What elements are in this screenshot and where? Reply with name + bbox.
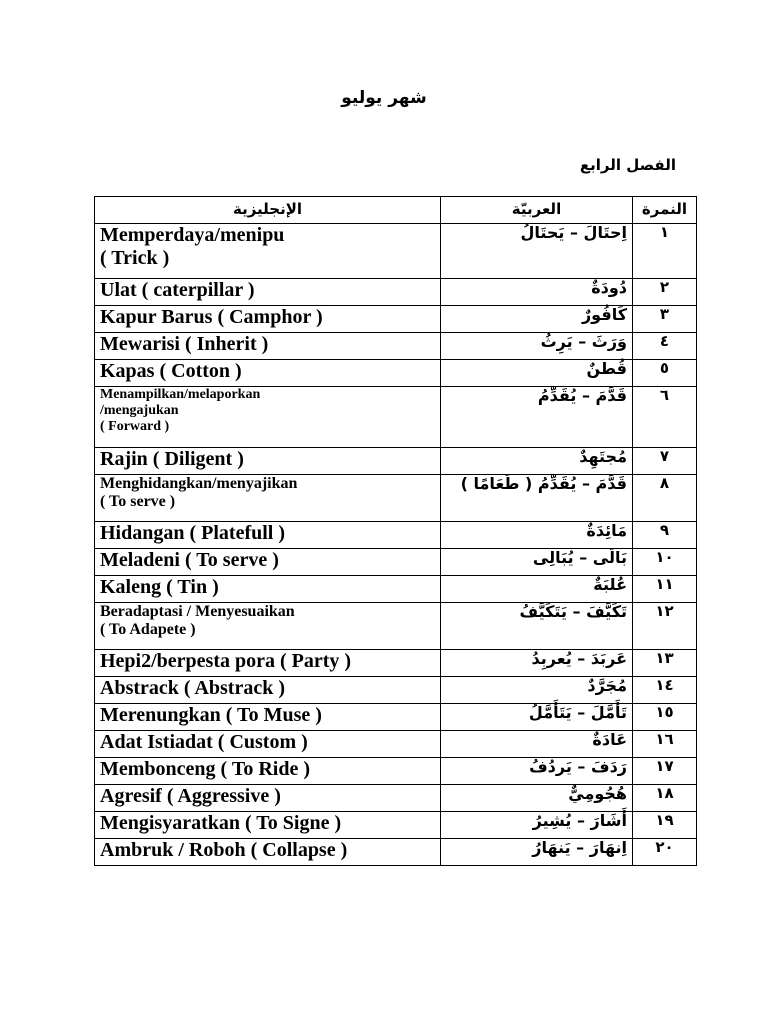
- number-cell: ١٨: [633, 785, 697, 812]
- number-cell: ٧: [633, 448, 697, 475]
- number-cell: ١: [633, 224, 697, 279]
- table-row: [95, 839, 697, 866]
- english-line: /mengajukan: [100, 403, 179, 419]
- number-cell: ١٣: [633, 650, 697, 677]
- english-line: ( Trick ): [100, 247, 170, 269]
- page-title: شهر يوليو: [341, 88, 427, 108]
- arabic-cell: أَشَارَ – يُشِيرُ: [441, 812, 633, 839]
- arabic-cell: قُطنٌ: [441, 360, 633, 387]
- english-cell: Agresif ( Aggressive ): [95, 785, 441, 812]
- table-row: [95, 603, 697, 650]
- arabic-cell: مُجَرَّدٌ: [441, 677, 633, 704]
- number-cell: ١٤: [633, 677, 697, 704]
- english-cell: Meladeni ( To serve ): [95, 549, 441, 576]
- arabic-cell: بَالَى – يُبَالِى: [441, 549, 633, 576]
- number-cell: ٤: [633, 333, 697, 360]
- english-cell: Kapas ( Cotton ): [95, 360, 441, 387]
- header-number: النمرة: [633, 197, 697, 224]
- english-cell: Ambruk / Roboh ( Collapse ): [95, 839, 441, 866]
- table-row: [95, 224, 697, 279]
- table-row: [95, 333, 697, 360]
- english-line: Menghidangkan/menyajikan: [100, 475, 298, 492]
- table-row: [95, 758, 697, 785]
- number-cell: ١٢: [633, 603, 697, 650]
- table-row: [95, 704, 697, 731]
- arabic-cell: عَربَدَ – يُعربِدُ: [441, 650, 633, 677]
- number-cell: ٣: [633, 306, 697, 333]
- table-row: [95, 306, 697, 333]
- table-row: [95, 522, 697, 549]
- english-cell: Mengisyaratkan ( To Signe ): [95, 812, 441, 839]
- number-cell: ١٩: [633, 812, 697, 839]
- english-cell: Ulat ( caterpillar ): [95, 279, 441, 306]
- arabic-cell: مُجتَهِدٌ: [441, 448, 633, 475]
- arabic-cell: اِنهَارَ – يَنهَارُ: [441, 839, 633, 866]
- number-cell: ٢: [633, 279, 697, 306]
- english-line: ( Forward ): [100, 419, 170, 435]
- arabic-cell: قَدَّمَ – يُقَدِّمُ ( طَعَامًا ): [441, 475, 633, 522]
- arabic-cell: مَائِدَةٌ: [441, 522, 633, 549]
- table-row: [95, 387, 697, 448]
- table-row: [95, 549, 697, 576]
- english-line: Beradaptasi / Menyesuaikan: [100, 603, 295, 620]
- english-cell: Adat Istiadat ( Custom ): [95, 731, 441, 758]
- table-header-row: [95, 197, 697, 224]
- table-row: [95, 650, 697, 677]
- table-row: [95, 812, 697, 839]
- number-cell: ١٧: [633, 758, 697, 785]
- english-cell: [95, 475, 441, 522]
- english-cell: [95, 387, 441, 448]
- arabic-cell: كَافُورٌ: [441, 306, 633, 333]
- vocabulary-table: [94, 196, 697, 866]
- table-row: [95, 475, 697, 522]
- number-cell: ١٦: [633, 731, 697, 758]
- table-row: [95, 448, 697, 475]
- english-cell: [95, 603, 441, 650]
- number-cell: ١١: [633, 576, 697, 603]
- english-cell: [95, 224, 441, 279]
- number-cell: ٩: [633, 522, 697, 549]
- english-cell: Membonceng ( To Ride ): [95, 758, 441, 785]
- english-line: Menampilkan/melaporkan: [100, 387, 261, 402]
- number-cell: ١٠: [633, 549, 697, 576]
- arabic-cell: تَكَيَّفَ – يَتَكَيَّفُ: [441, 603, 633, 650]
- english-cell: Hepi2/berpesta pora ( Party ): [95, 650, 441, 677]
- table-row: [95, 360, 697, 387]
- number-cell: ٥: [633, 360, 697, 387]
- arabic-cell: اِحتَالَ – يَحتَالُ: [441, 224, 633, 279]
- english-cell: Abstrack ( Abstrack ): [95, 677, 441, 704]
- header-arabic: العربيّة: [441, 197, 633, 224]
- english-line: ( To Adapete ): [100, 621, 196, 639]
- arabic-cell: قَدَّمَ – يُقَدِّمُ: [441, 387, 633, 448]
- arabic-cell: هُجُومِيٌّ: [441, 785, 633, 812]
- table-row: [95, 731, 697, 758]
- english-cell: Kapur Barus ( Camphor ): [95, 306, 441, 333]
- number-cell: ٢٠: [633, 839, 697, 866]
- number-cell: ٨: [633, 475, 697, 522]
- english-line: Memperdaya/menipu: [100, 224, 285, 246]
- header-english: الإنجليزية: [95, 197, 441, 224]
- english-cell: Rajin ( Diligent ): [95, 448, 441, 475]
- arabic-cell: عُلبَةٌ: [441, 576, 633, 603]
- number-cell: ٦: [633, 387, 697, 448]
- english-cell: Kaleng ( Tin ): [95, 576, 441, 603]
- arabic-cell: تَأَمَّلَ – يَتَأَمَّلُ: [441, 704, 633, 731]
- chapter-heading: الفصل الرابع: [579, 156, 676, 174]
- table-row: [95, 279, 697, 306]
- english-cell: Merenungkan ( To Muse ): [95, 704, 441, 731]
- arabic-cell: عَادَةٌ: [441, 731, 633, 758]
- number-cell: ١٥: [633, 704, 697, 731]
- arabic-cell: رَدَفَ – يَردُفُ: [441, 758, 633, 785]
- english-cell: Hidangan ( Platefull ): [95, 522, 441, 549]
- table-row: [95, 677, 697, 704]
- table-row: [95, 785, 697, 812]
- table-row: [95, 576, 697, 603]
- english-line: ( To serve ): [100, 493, 176, 511]
- arabic-cell: دُودَةٌ: [441, 279, 633, 306]
- arabic-cell: وَرَثَ – يَرِثُ: [441, 333, 633, 360]
- english-cell: Mewarisi ( Inherit ): [95, 333, 441, 360]
